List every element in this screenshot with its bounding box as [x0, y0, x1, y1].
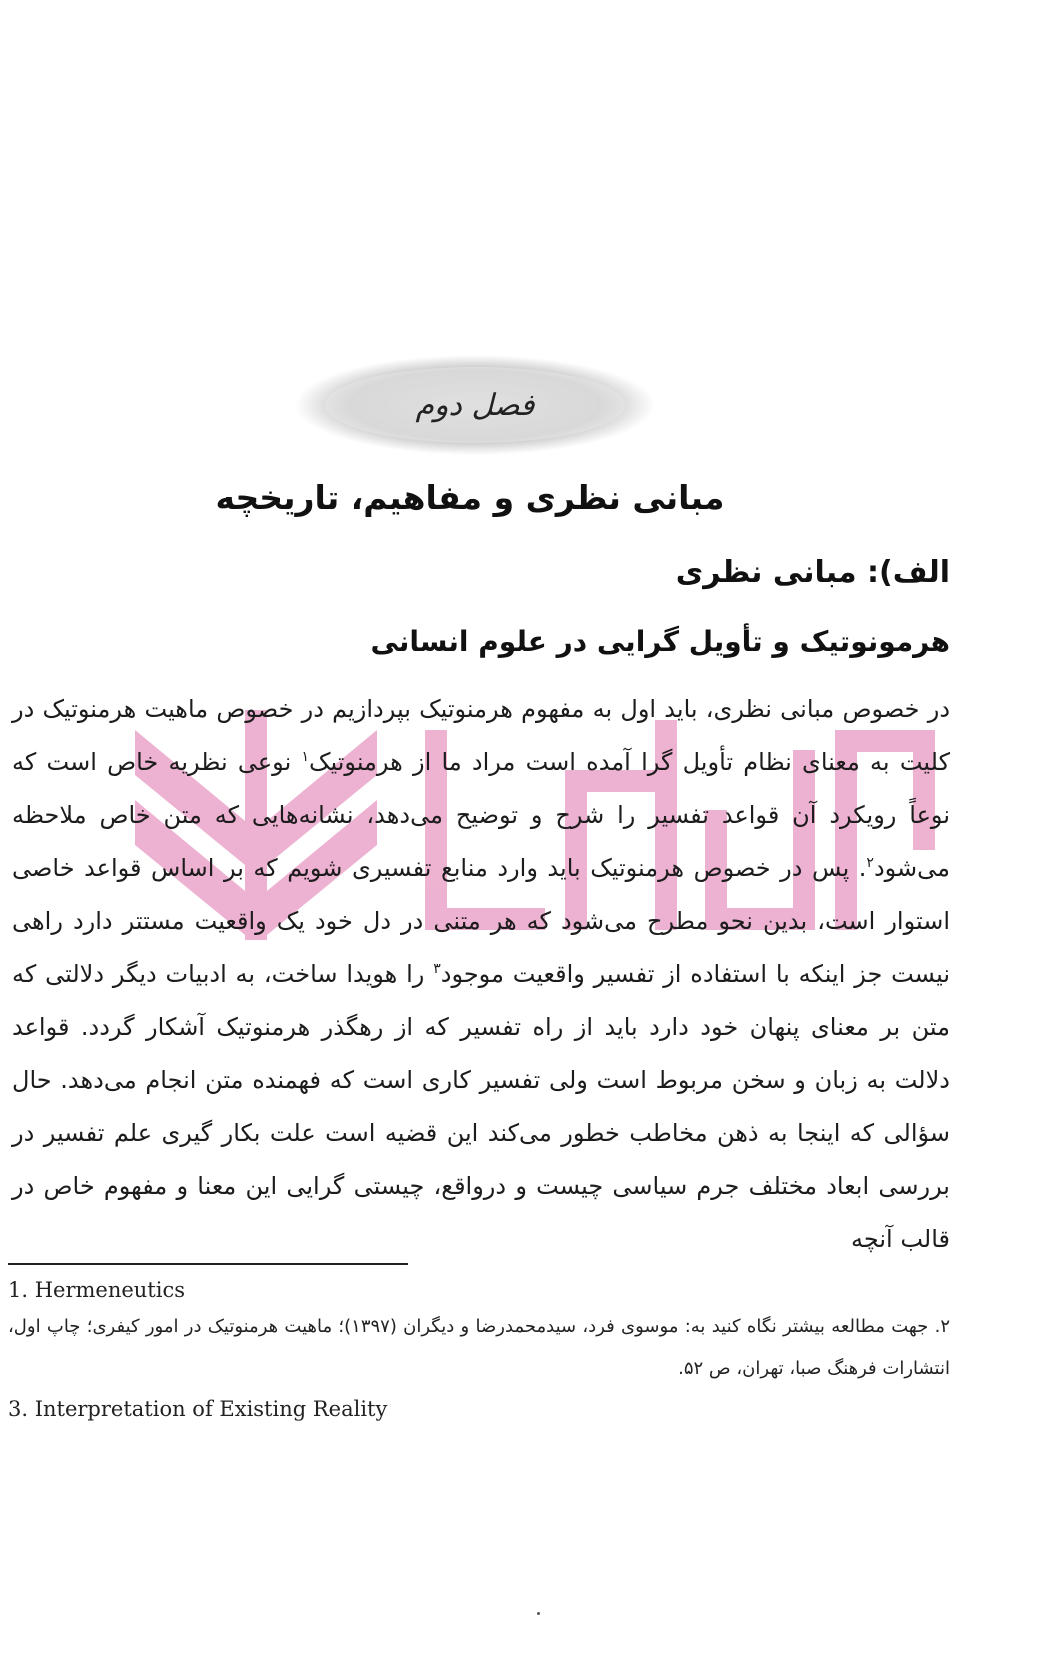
footnote-ref-2[interactable]: ۲	[866, 855, 874, 871]
footnote-ref-1[interactable]: ۱	[301, 749, 310, 765]
chapter-title: مبانی نظری و مفاهیم، تاریخچه	[215, 478, 725, 517]
body-text-part: نوعی نظریه خاص است که نوعاً رویکرد آن قواعد تفسیر را شرح و توضیح می‌دهد، نشانه‌هایی که متن خاص ملاحظه می‌شود	[12, 748, 950, 882]
body-paragraph	[12, 683, 950, 1266]
chapter-number-label: فصل دوم	[415, 387, 535, 423]
footnote-2: ۲. جهت مطالعه بیشتر نگاه کنید به: موسوی فرد، سیدمحمدرضا و دیگران (۱۳۹۷)؛ ماهیت هرمنوتیک در امور کیفری؛ چاپ اول، انتشارات فرهنگ صبا، تهران، ص ۵۲.	[8, 1316, 950, 1379]
footnote-divider	[8, 1263, 408, 1265]
footnote-1: 1. Hermeneutics	[8, 1278, 186, 1302]
chapter-badge	[290, 350, 660, 460]
footnote-3: 3. Interpretation of Existing Reality	[8, 1397, 388, 1421]
body-text-part: . پس در خصوص هرمنوتیک باید وارد منابع تفسیری شویم که بر اساس قواعد خاصی استوار است، بدین نحو مطرح می‌شود که هر متنی در دل خود یک واقعیت مستتر دارد راهی نیست جز اینکه با استفاده از تفسیر واقعیت موجود	[12, 854, 950, 988]
page-marker-dot	[537, 1612, 540, 1615]
footnote-ref-3[interactable]: ۳	[433, 961, 441, 977]
body-text-part: را هویدا ساخت، به ادبیات دیگر دلالتی که متن بر معنای پنهان خود دارد باید از راه تفسیر که از رهگذر هرمنوتیک آشکار گردد. قواعد دلالت به زبان و سخن مربوط است ولی تفسیر کاری است که فهمنده متن انجام می‌دهد. حال سؤالی که اینجا به ذهن مخاطب خطور می‌کند این قضیه است علت بکار گیری علم تفسیر در بررسی ابعاد مختلف جرم سیاسی چیست و درواقع، چیستی گرایی این معنا و مفهوم خاص در قالب آنچه	[12, 960, 950, 1253]
section-heading: الف): مبانی نظری	[675, 555, 950, 590]
subsection-heading: هرمونوتیک و تأویل گرایی در علوم انسانی	[370, 625, 950, 658]
body-text-part: در خصوص مبانی نظری، باید اول به مفهوم هرمنوتیک بپردازیم در خصوص ماهیت هرمنوتیک در کلیت به معنای نظام تأویل گرا آمده است مراد ما از هرمنوتیک	[12, 695, 950, 776]
